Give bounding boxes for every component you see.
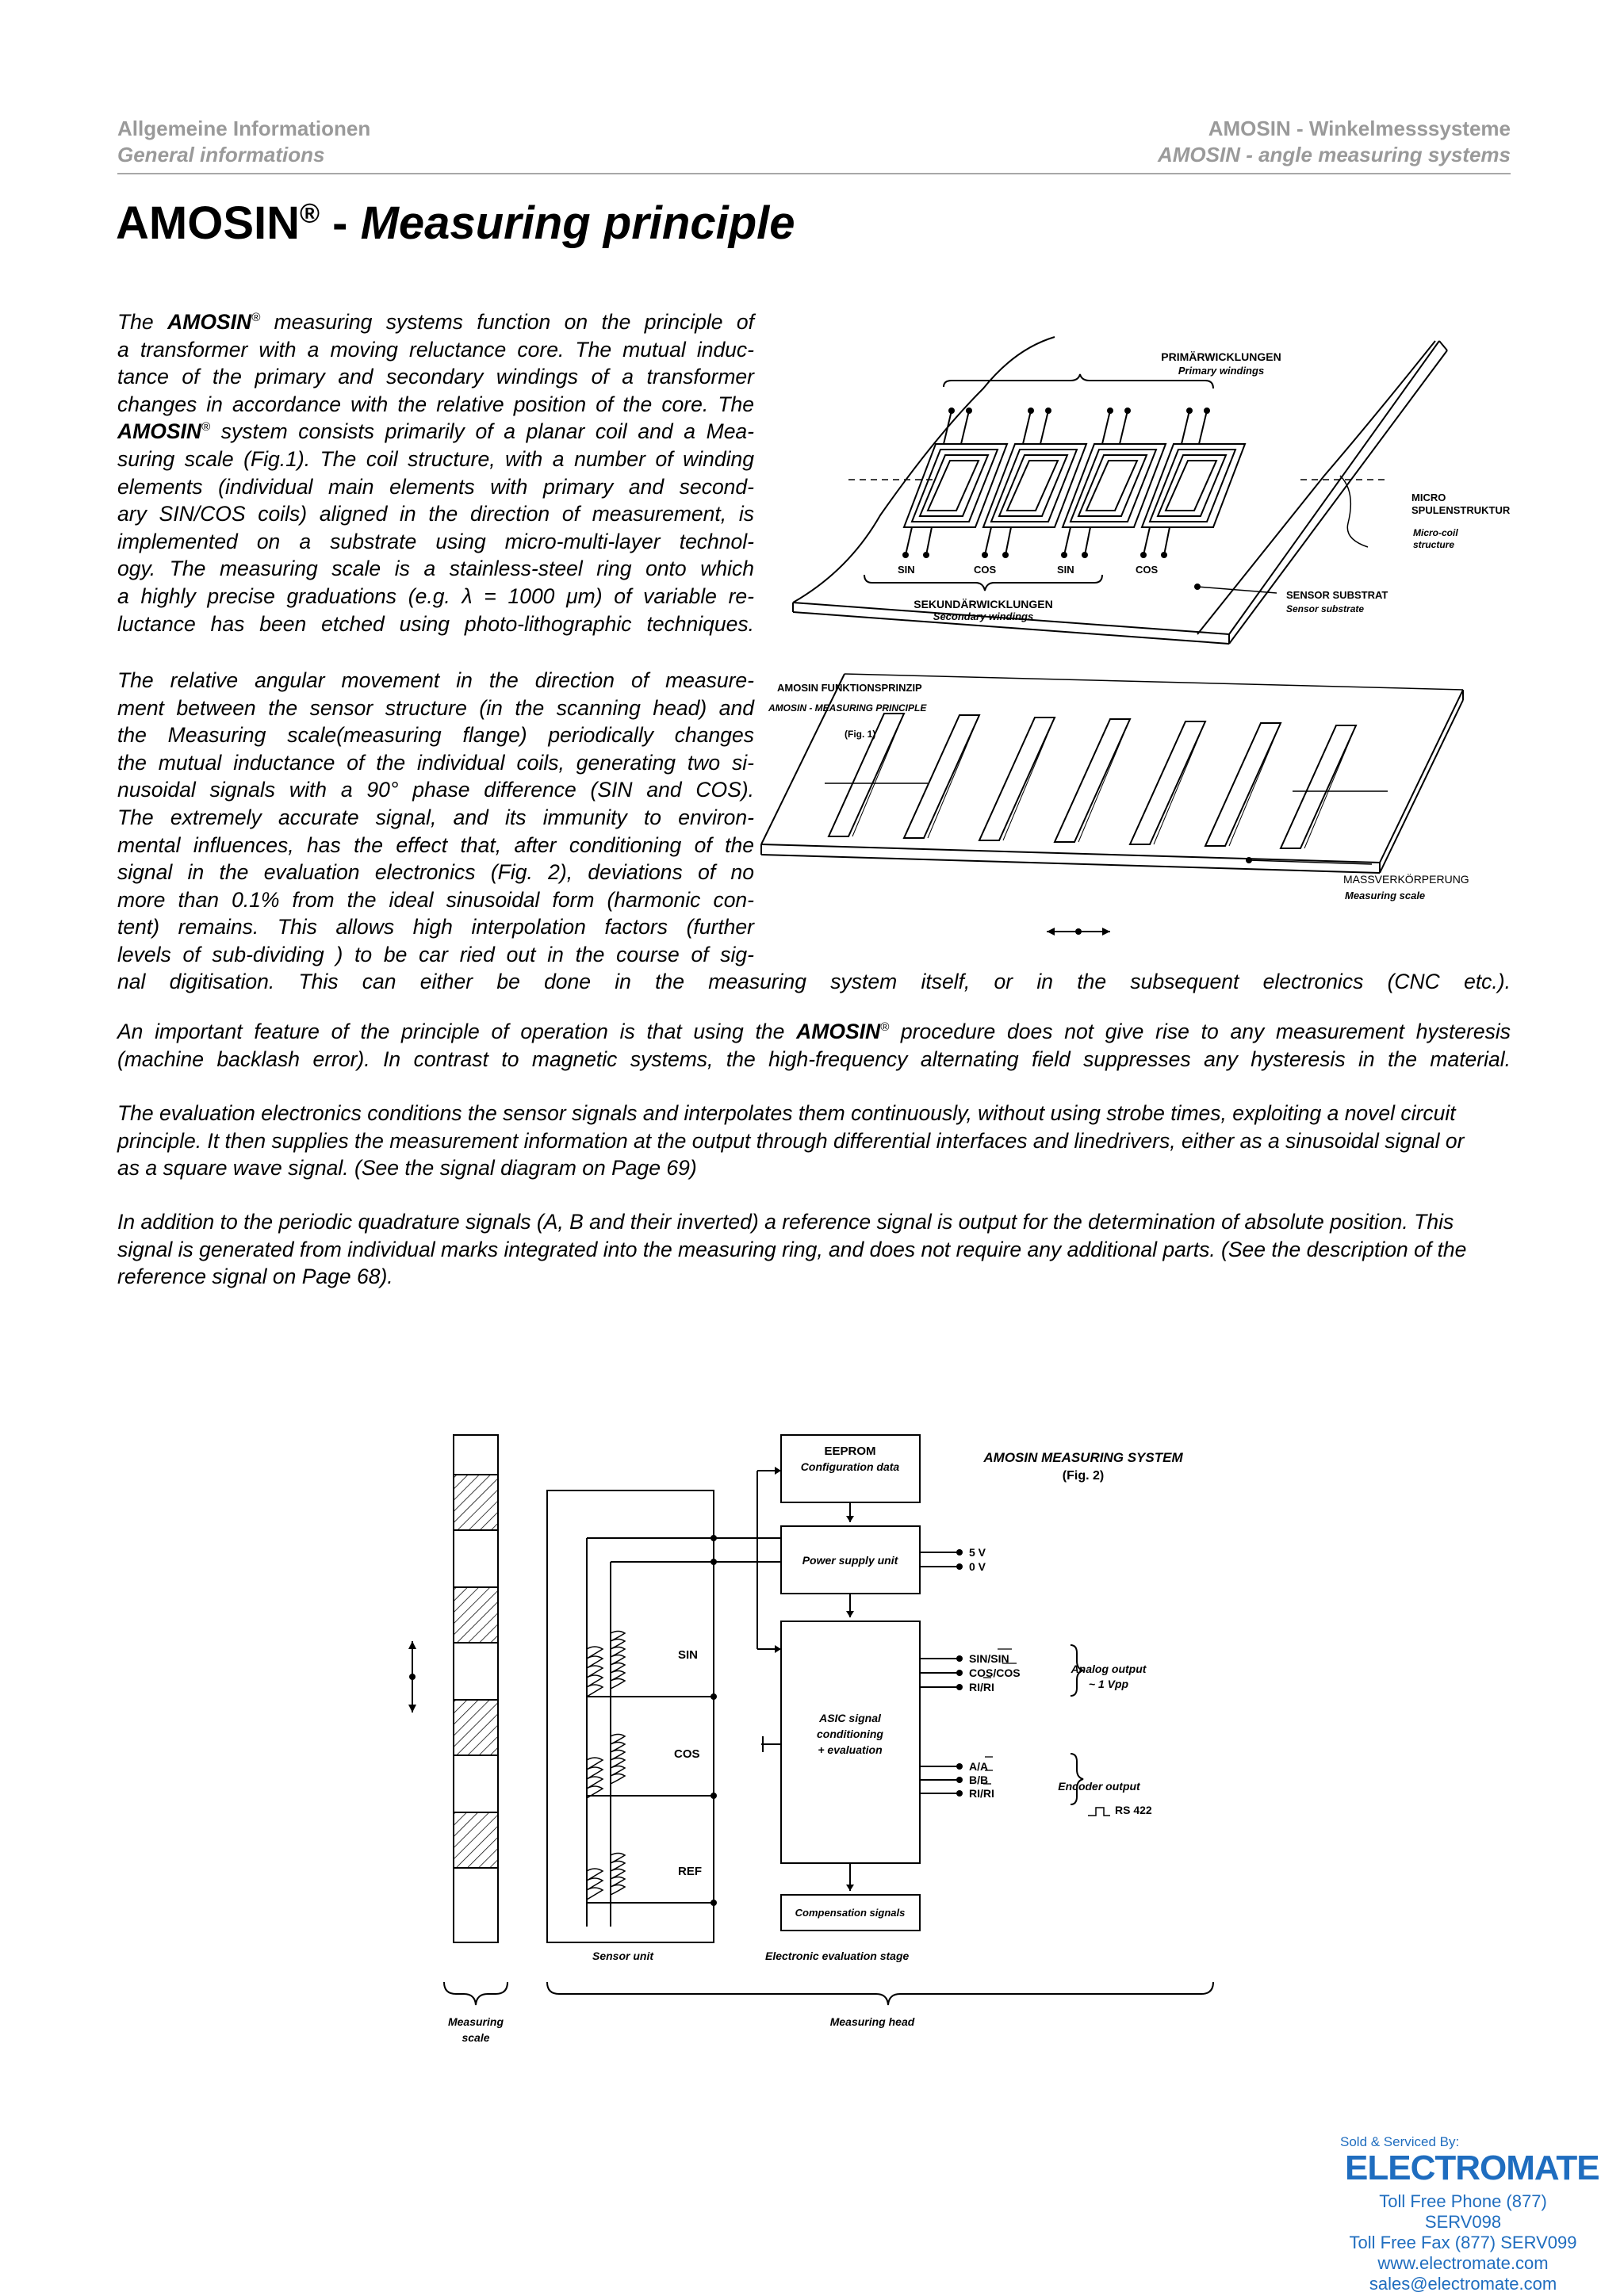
header-right-en: AMOSIN - angle measuring systems xyxy=(1157,143,1511,166)
text-line: In addition to the periodic quadrature signals (A, B and their inverted) a reference signal is output for the determination of absolute position. This xyxy=(117,1210,1454,1234)
paragraph-5 xyxy=(117,1208,1511,1291)
primary-windings-de: PRIMÄRWICKLUNGEN xyxy=(1161,350,1281,363)
coil-sin xyxy=(587,1647,603,1697)
asic-label-3: + evaluation xyxy=(818,1743,883,1756)
email-link[interactable]: sales@electromate.com xyxy=(1369,2274,1557,2294)
scale-mark xyxy=(454,1587,498,1643)
text-line: nal digitisation. This can either be done in the measuring system itself, or in the subsequent electronics (CNC etc.). xyxy=(117,970,1511,993)
phone-line: Toll Free Phone (877) SERV098 xyxy=(1379,2191,1547,2232)
fig1-label: (Fig. 1) xyxy=(845,729,876,740)
text-line: implemented on a substrate using micro-multi-layer technol- xyxy=(117,529,754,553)
secondary-windings-de: SEKUNDÄRWICKLUNGEN xyxy=(914,598,1053,610)
principle-label-de: AMOSIN FUNKTIONSPRINZIP xyxy=(777,682,922,694)
header-rule xyxy=(117,173,1511,174)
header-left-en: General informations xyxy=(117,143,325,166)
encoder-output-a: A/A xyxy=(969,1760,989,1773)
asic-label-1: ASIC signal xyxy=(819,1712,881,1724)
compensation-label: Compensation signals xyxy=(795,1907,906,1919)
scale-mark xyxy=(454,1812,498,1868)
text-line: (machine backlash error). In contrast to magnetic systems, the high-frequency alternating field suppresses any hysteresis in the material. xyxy=(117,1047,1511,1071)
measuring-scale-label-2: scale xyxy=(462,2031,490,2044)
scale-slot xyxy=(979,718,1055,840)
text-line: reference signal on Page 68). xyxy=(117,1265,393,1289)
website-link[interactable]: www.electromate.com xyxy=(1377,2253,1549,2273)
text-line: principle. It then supplies the measurement information at the output through differential interfaces and linedrivers, either as a sinusoidal signal or xyxy=(117,1128,1465,1153)
text-line: more than 0.1% from the ideal sinusoidal form (harmonic con- xyxy=(117,887,754,912)
principle-label-en: AMOSIN - MEASURING PRINCIPLE xyxy=(768,702,927,714)
scale-slot xyxy=(1205,723,1281,846)
header-left xyxy=(117,116,370,168)
analog-output-ri: RI/RI xyxy=(969,1681,994,1693)
header-right-de: AMOSIN - Winkelmesssysteme xyxy=(1208,117,1511,140)
analog-output-cos: COS/COS xyxy=(969,1667,1021,1679)
coil-label-sin-2: SIN xyxy=(1057,564,1074,576)
coil-label-cos-1: COS xyxy=(974,564,997,576)
measuring-scale-label-1: Measuring xyxy=(447,2015,504,2028)
analog-output-label: Analog output xyxy=(1071,1663,1147,1675)
text-line: the Measuring scale(measuring flange) periodically changes xyxy=(117,723,754,748)
coil-element xyxy=(904,444,1007,527)
coil-cos xyxy=(587,1758,603,1798)
paragraph-2-last-line xyxy=(117,968,1511,996)
scale-slot xyxy=(1281,725,1356,848)
fig2-label: (Fig. 2) xyxy=(1062,1469,1105,1483)
text-line: The AMOSIN® measuring systems function on the principle of xyxy=(117,310,755,334)
text-line: ment between the sensor structure (in the scanning head) and xyxy=(117,695,754,720)
power-supply-label: Power supply unit xyxy=(802,1554,898,1567)
text-line: An important feature of the principle of operation is that using the AMOSIN® procedure does not give rise to any measurement hysteresis xyxy=(117,1020,1511,1043)
fig1-measuring-principle xyxy=(753,317,1511,951)
text-line: a highly precise graduations (e.g. λ = 1000 μm) of variable re- xyxy=(117,584,754,608)
analog-output-sub-label: ~ 1 Vpp xyxy=(1088,1678,1129,1690)
fax-line: Toll Free Fax (877) SERV099 xyxy=(1349,2233,1577,2252)
micro-coil-en-1: Micro-coil xyxy=(1413,527,1458,538)
text-line: signal is generated from individual marks integrated into the measuring ring, and does not require any additional parts. (See the description of the xyxy=(117,1237,1467,1261)
encoder-output-b: B/B xyxy=(969,1774,989,1786)
text-line: elements (individual main elements with primary and second- xyxy=(117,474,754,499)
sold-by-label: Sold & Serviced By: xyxy=(1340,2134,1460,2149)
paragraph-2 xyxy=(117,667,754,969)
scale-mark xyxy=(454,1700,498,1755)
scale-slot xyxy=(1130,721,1205,844)
coil-element xyxy=(1063,444,1166,527)
sensor-substrate-de: SENSOR SUBSTRAT xyxy=(1286,589,1388,601)
rs422-label: RS 422 xyxy=(1115,1804,1152,1816)
eeprom-sub-label: Configuration data xyxy=(800,1460,900,1473)
coil-label-ref: REF xyxy=(678,1865,702,1878)
text-line: levels of sub-dividing ) to be car ried out in the course of sig- xyxy=(117,942,754,966)
brand-row xyxy=(1340,2149,1599,2188)
fig2-measuring-system xyxy=(396,1411,1269,2061)
substrate-outline xyxy=(793,337,1055,603)
scale-mark xyxy=(454,1475,498,1530)
header-right xyxy=(1158,116,1511,168)
text-line: ogy. The measuring scale is a stainless-steel ring onto which xyxy=(117,557,754,581)
text-line: signal in the evaluation electronics (Fig. 2), deviations of no xyxy=(117,860,754,885)
text-line: The extremely accurate signal, and its immunity to environ- xyxy=(117,805,754,829)
primary-windings-en: Primary windings xyxy=(1178,365,1265,377)
text-line: ary SIN/COS coils) aligned in the direction of measurement, is xyxy=(117,502,754,526)
fig2-title: AMOSIN MEASURING SYSTEM xyxy=(983,1450,1183,1465)
scale-slot xyxy=(904,715,979,838)
measuring-head-label: Measuring head xyxy=(829,2015,915,2028)
text-line: luctance has been etched using photo-lithographic techniques. xyxy=(117,611,754,636)
text-line: changes in accordance with the relative position of the core. The xyxy=(117,392,754,416)
coil-label-cos: COS xyxy=(674,1747,700,1761)
coil-element xyxy=(983,444,1086,527)
eval-stage-label: Electronic evaluation stage xyxy=(765,1950,910,1962)
micro-coil-de-1: MICRO xyxy=(1411,492,1446,503)
micro-coil-en-2: structure xyxy=(1413,539,1455,550)
coil-label-sin: SIN xyxy=(678,1648,699,1662)
secondary-windings-en: Secondary windings xyxy=(933,610,1034,622)
text-line: suring scale (Fig.1). The coil structure, with a number of winding xyxy=(117,446,754,471)
text-line: AMOSIN® system consists primarily of a planar coil and a Mea- xyxy=(117,419,754,444)
text-line: a transformer with a moving reluctance core. The mutual induc- xyxy=(117,337,754,362)
text-line: tent) remains. This allows high interpolation factors (further xyxy=(117,915,754,939)
sensor-substrate-en: Sensor substrate xyxy=(1286,603,1365,614)
encoder-output-ri: RI/RI xyxy=(969,1787,994,1800)
coil-label-sin-1: SIN xyxy=(898,564,915,576)
text-line: the mutual inductance of the individual coils, generating two si- xyxy=(117,750,754,775)
voltage-5v: 5 V xyxy=(969,1546,986,1559)
text-line: as a square wave signal. (See the signal diagram on Page 69) xyxy=(117,1156,697,1181)
voltage-0v: 0 V xyxy=(969,1560,986,1573)
paragraph-1 xyxy=(117,308,754,637)
paragraph-3 xyxy=(117,1018,1511,1073)
text-line: nusoidal signals with a 90° phase difference (SIN and COS). xyxy=(117,778,754,802)
scale-slot xyxy=(1055,719,1130,842)
coil-element xyxy=(1142,444,1245,527)
asic-label-2: conditioning xyxy=(817,1728,883,1740)
coil-ref xyxy=(587,1869,603,1900)
text-line: tance of the primary and secondary windings of a transformer xyxy=(117,365,754,389)
asic-box xyxy=(781,1621,920,1863)
sensor-unit-label: Sensor unit xyxy=(592,1950,654,1962)
brand-name: ELECTROMATE xyxy=(1345,2149,1599,2187)
page-title: AMOSIN® - Measuring principle xyxy=(116,197,795,249)
coil-label-cos-2: COS xyxy=(1136,564,1159,576)
footer-branding xyxy=(1340,2134,1599,2294)
text-line: The evaluation electronics conditions the sensor signals and interpolates them continuously, without using strobe times, exploiting a novel circuit xyxy=(117,1101,1456,1125)
measuring-scale-en: Measuring scale xyxy=(1345,890,1426,901)
analog-output-sin: SIN/SIN xyxy=(969,1652,1009,1665)
paragraph-4 xyxy=(117,1100,1511,1182)
encoder-output-label: Encoder output xyxy=(1058,1780,1140,1793)
header-left-de: Allgemeine Informationen xyxy=(117,117,371,140)
eeprom-label: EEPROM xyxy=(824,1445,876,1458)
micro-coil-de-2: SPULENSTRUKTUR xyxy=(1411,504,1511,516)
measuring-scale-de: MASSVERKÖRPERUNG xyxy=(1343,873,1469,886)
text-line: mental influences, has the effect that, after conditioning of the xyxy=(117,832,754,857)
text-line: The relative angular movement in the direction of measure- xyxy=(117,668,754,692)
